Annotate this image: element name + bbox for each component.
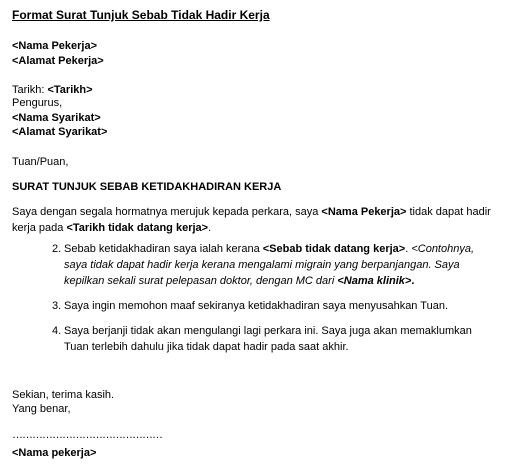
recipient-address: <Alamat Syarikat> [12,126,108,138]
list-item-text: Saya berjanji tidak akan mengulangi lagi perkara ini. Saya juga akan memaklumkan Tuan terlebih dahulu jika tidak dapat hadir pada saat akhir. [64,325,472,353]
salutation: Tuan/Puan, [12,156,69,168]
list-item-number: 3. [52,300,62,312]
list-item-4 [52,323,492,355]
list-item-3 [52,298,492,314]
sender-name: <Nama Pekerja> [12,40,98,52]
recipient-title: Pengurus, [12,97,63,109]
document-title: Format Surat Tunjuk Sebab Tidak Hadir Kerja [12,8,270,22]
closing-text: Sekian, terima kasih. [12,389,115,401]
list-item-2 [52,241,492,289]
signature-name: <Nama pekerja> [12,447,97,459]
sender-address: <Alamat Pekerja> [12,55,104,67]
date-line: Tarikh: <Tarikh> [12,84,93,96]
list-item-text: Sebab ketidakhadiran saya ialah kerana <Sebab tidak datang kerja>. <Contohnya, saya tidak dapat hadir kerja kerana mengalami migrain yang berpanjangan. Saya kepilkan sekali surat pelepasan doktor, dengan MC dari <Nama klinik>. [64,243,475,287]
recipient-company: <Nama Syarikat> [12,112,101,124]
list-item-number: 4. [52,325,62,337]
list-item-text: Saya ingin memohon maaf sekiranya ketidakhadiran saya menyusahkan Tuan. [64,300,449,312]
subject-line: SURAT TUNJUK SEBAB KETIDAKHADIRAN KERJA [12,181,282,193]
intro-paragraph: Saya dengan segala hormatnya merujuk kepada perkara, saya <Nama Pekerja> tidak dapat hadir kerja pada <Tarikh tidak datang kerja>. [12,206,491,234]
sign-off: Yang benar, [12,403,71,415]
list-item-number: 2. [52,243,62,255]
signature-line: ……………………………………… [12,429,162,441]
